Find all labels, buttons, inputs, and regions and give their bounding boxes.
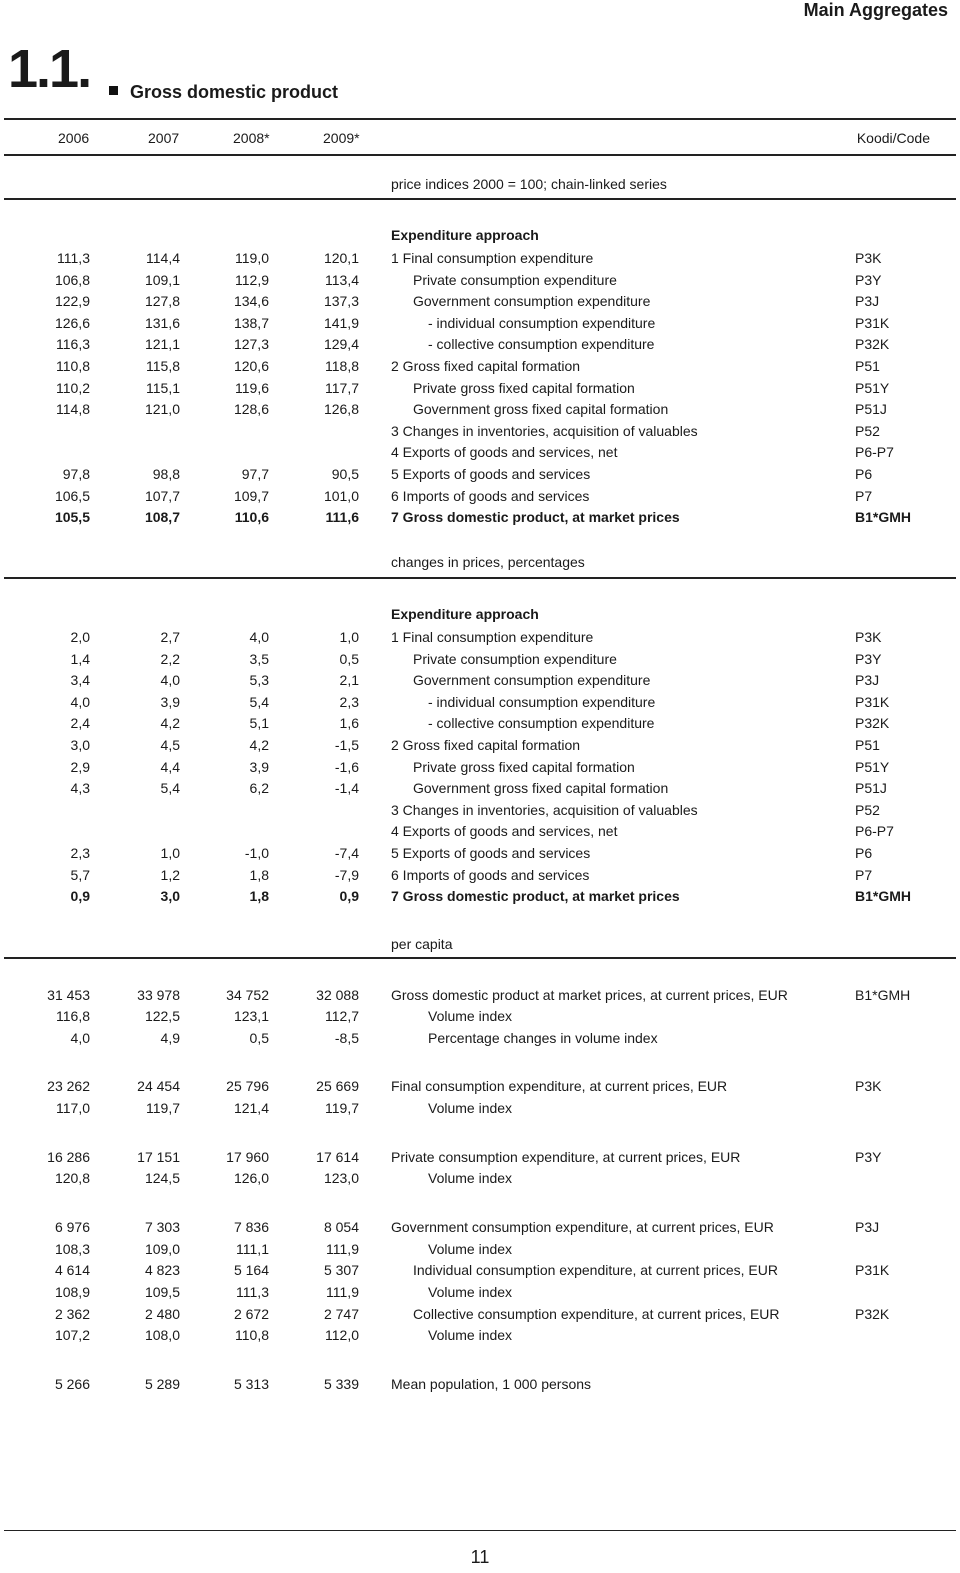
value-cell-2007: 122,5 (144, 1008, 180, 1024)
section-title: Gross domestic product (130, 82, 339, 102)
value-cell-2009: 123,0 (323, 1170, 359, 1186)
value-cell-2009: -7,9 (334, 867, 359, 883)
row-label: Volume index (428, 1284, 513, 1300)
value-cell-2008: 1,8 (249, 888, 269, 904)
row-code: B1*GMH (855, 888, 912, 904)
value-cell-2006: 4,0 (70, 1030, 90, 1046)
value-cell-2008: 111,3 (236, 1284, 269, 1300)
value-cell-2008: 6,2 (249, 780, 269, 796)
year-header-2008: 2008* (233, 130, 270, 146)
value-cell-2008: -1,0 (244, 845, 269, 861)
value-cell-2007: 7 303 (144, 1219, 180, 1235)
value-cell-2007: 109,1 (144, 272, 180, 288)
row-code: P32K (855, 1306, 890, 1322)
table-row (0, 886, 960, 907)
block2-heading: Expenditure approach (391, 606, 539, 622)
row-code: B1*GMH (855, 509, 912, 525)
value-cell-2006: 3,4 (70, 672, 90, 688)
table-row (0, 692, 960, 713)
value-cell-2006: 126,6 (54, 315, 90, 331)
table-row (0, 821, 960, 842)
row-code: P51J (855, 401, 887, 417)
code-header: Koodi/Code (856, 130, 930, 146)
row-code: P52 (855, 423, 880, 439)
table-row (0, 1260, 960, 1281)
table-row (0, 627, 960, 648)
row-code: P3K (855, 250, 882, 266)
row-code: P6 (855, 466, 873, 482)
rule-block1 (4, 198, 956, 200)
row-label: 1 Final consumption expenditure (391, 629, 594, 645)
value-cell-2009: 1,6 (339, 715, 359, 731)
value-cell-2006: 4,3 (70, 780, 90, 796)
value-cell-2006: 2,9 (70, 759, 90, 775)
row-label: - collective consumption expenditure (428, 336, 655, 352)
table-row (0, 248, 960, 269)
row-label: - collective consumption expenditure (428, 715, 655, 731)
value-cell-2007: 4,0 (160, 672, 180, 688)
table-row (0, 843, 960, 864)
table-row (0, 1098, 960, 1119)
value-cell-2009: 111,6 (325, 509, 359, 525)
row-label: - individual consumption expenditure (428, 694, 656, 710)
value-cell-2007: 4,2 (160, 715, 180, 731)
block2-caption: changes in prices, percentages (391, 554, 585, 570)
value-cell-2006: 120,8 (54, 1170, 90, 1186)
value-cell-2009: 101,0 (323, 488, 359, 504)
table-row (0, 1239, 960, 1260)
rule-bottom (4, 1530, 956, 1531)
row-label: 4 Exports of goods and services, net (391, 823, 618, 839)
value-cell-2006: 97,8 (62, 466, 90, 482)
row-label: Private consumption expenditure, at current prices, EUR (391, 1149, 741, 1165)
value-cell-2006: 108,3 (54, 1241, 90, 1257)
value-cell-2008: 112,9 (235, 272, 269, 288)
row-label: Mean population, 1 000 persons (391, 1376, 592, 1392)
value-cell-2006: 2 362 (54, 1306, 90, 1322)
value-cell-2006: 2,4 (70, 715, 90, 731)
table-row (0, 313, 960, 334)
table-row (0, 464, 960, 485)
table-row (0, 1217, 960, 1238)
value-cell-2007: 108,0 (144, 1327, 180, 1343)
year-header-2006: 2006 (58, 130, 90, 146)
table-row (0, 1282, 960, 1303)
value-cell-2007: 115,1 (146, 380, 180, 396)
row-label: 3 Changes in inventories, acquisition of valuables (391, 423, 698, 439)
row-code: P3Y (855, 1149, 882, 1165)
row-label: 5 Exports of goods and services (391, 466, 591, 482)
table-row (0, 378, 960, 399)
value-cell-2008: 5,1 (249, 715, 269, 731)
value-cell-2006: 23 262 (47, 1078, 90, 1094)
table-row (0, 713, 960, 734)
value-cell-2009: 118,8 (325, 358, 359, 374)
value-cell-2007: 17 151 (137, 1149, 180, 1165)
value-cell-2009: 120,1 (323, 250, 359, 266)
row-label: 5 Exports of goods and services (391, 845, 591, 861)
value-cell-2006: 16 286 (47, 1149, 90, 1165)
row-code: P51Y (855, 759, 890, 775)
value-cell-2009: 32 088 (316, 987, 359, 1003)
row-code: P3J (855, 1219, 880, 1235)
row-label: 1 Final consumption expenditure (391, 250, 594, 266)
value-cell-2009: 0,5 (339, 651, 359, 667)
value-cell-2009: 25 669 (316, 1078, 359, 1094)
row-label: Volume index (428, 1170, 513, 1186)
table-row (0, 1006, 960, 1027)
year-header-2009: 2009* (323, 130, 360, 146)
row-code: P31K (855, 1262, 890, 1278)
row-label: Volume index (428, 1008, 513, 1024)
value-cell-2006: 6 976 (54, 1219, 90, 1235)
value-cell-2008: 119,0 (235, 250, 269, 266)
row-label: Volume index (428, 1100, 513, 1116)
row-label: Private consumption expenditure (413, 272, 617, 288)
value-cell-2008: 138,7 (233, 315, 269, 331)
value-cell-2008: 5 164 (233, 1262, 269, 1278)
value-cell-2006: 31 453 (47, 987, 90, 1003)
value-cell-2009: 117,7 (325, 380, 359, 396)
value-cell-2008: 121,4 (233, 1100, 269, 1116)
row-code: P51J (855, 780, 887, 796)
value-cell-2007: 2 480 (144, 1306, 180, 1322)
value-cell-2006: 1,4 (70, 651, 90, 667)
section-number: 1.1. (8, 39, 91, 99)
table-row (0, 757, 960, 778)
value-cell-2006: 4,0 (70, 694, 90, 710)
row-code: P6 (855, 845, 873, 861)
row-label: Collective consumption expenditure, at current prices, EUR (413, 1306, 780, 1322)
value-cell-2008: 0,5 (249, 1030, 269, 1046)
value-cell-2006: 2,3 (70, 845, 90, 861)
year-header-2007: 2007 (148, 130, 180, 146)
table-row (0, 778, 960, 799)
value-cell-2006: 0,9 (70, 888, 90, 904)
value-cell-2006: 3,0 (70, 737, 90, 753)
value-cell-2007: 107,7 (144, 488, 180, 504)
row-label: Government gross fixed capital formation (413, 780, 669, 796)
table-row (0, 800, 960, 821)
row-label: Percentage changes in volume index (428, 1030, 658, 1046)
value-cell-2006: 110,8 (56, 358, 90, 374)
row-label: Government consumption expenditure (413, 293, 651, 309)
value-cell-2008: 34 752 (226, 987, 269, 1003)
value-cell-2009: 2 747 (323, 1306, 359, 1322)
table-row (0, 1325, 960, 1346)
table-row (0, 649, 960, 670)
main-aggregates-header: Main Aggregates (803, 0, 948, 20)
value-cell-2006: 114,8 (56, 401, 90, 417)
value-cell-2006: 108,9 (54, 1284, 90, 1300)
block1-heading: Expenditure approach (391, 227, 539, 243)
value-cell-2007: 5 289 (144, 1376, 180, 1392)
value-cell-2008: 2 672 (233, 1306, 269, 1322)
value-cell-2009: 90,5 (331, 466, 359, 482)
row-label: 2 Gross fixed capital formation (391, 737, 581, 753)
value-cell-2006: 117,0 (56, 1100, 90, 1116)
row-code: P3Y (855, 651, 882, 667)
value-cell-2006: 122,9 (54, 293, 90, 309)
value-cell-2007: 109,0 (144, 1241, 180, 1257)
value-cell-2008: 109,7 (233, 488, 269, 504)
table-row (0, 985, 960, 1006)
row-code: P3K (855, 629, 882, 645)
value-cell-2009: 5 307 (323, 1262, 359, 1278)
value-cell-2009: 119,7 (325, 1100, 359, 1116)
value-cell-2007: 2,7 (160, 629, 180, 645)
value-cell-2009: -1,6 (334, 759, 359, 775)
rule-under-header (4, 154, 956, 156)
value-cell-2006: 106,8 (54, 272, 90, 288)
row-label: 6 Imports of goods and services (391, 488, 590, 504)
row-code: B1*GMH (855, 987, 911, 1003)
value-cell-2007: 4,9 (160, 1030, 180, 1046)
table-row (0, 270, 960, 291)
value-cell-2008: 126,0 (233, 1170, 269, 1186)
value-cell-2009: -8,5 (334, 1030, 359, 1046)
row-code: P52 (855, 802, 880, 818)
table-row (0, 1304, 960, 1325)
value-cell-2008: 127,3 (233, 336, 269, 352)
value-cell-2007: 4 823 (144, 1262, 180, 1278)
rule-block3 (4, 957, 956, 959)
value-cell-2009: 111,9 (326, 1284, 359, 1300)
value-cell-2008: 111,1 (236, 1241, 269, 1257)
table-row (0, 865, 960, 886)
row-code: P32K (855, 715, 890, 731)
rule-top (4, 118, 956, 120)
row-label: Private gross fixed capital formation (413, 759, 635, 775)
row-code: P31K (855, 694, 890, 710)
value-cell-2009: 1,0 (339, 629, 359, 645)
value-cell-2007: 114,4 (146, 250, 180, 266)
row-label: Gross domestic product at market prices, at current prices, EUR (391, 987, 788, 1003)
value-cell-2009: -1,4 (334, 780, 359, 796)
row-label: 7 Gross domestic product, at market prices (391, 509, 680, 525)
row-label: Volume index (428, 1241, 513, 1257)
block3-caption: per capita (391, 936, 453, 952)
value-cell-2007: 127,8 (144, 293, 180, 309)
value-cell-2007: 1,2 (160, 867, 180, 883)
value-cell-2009: -7,4 (334, 845, 359, 861)
value-cell-2007: 98,8 (152, 466, 180, 482)
row-code: P7 (855, 867, 873, 883)
row-label: - individual consumption expenditure (428, 315, 656, 331)
row-label: Private gross fixed capital formation (413, 380, 635, 396)
value-cell-2008: 17 960 (226, 1149, 269, 1165)
row-label: Government consumption expenditure (413, 672, 651, 688)
value-cell-2008: 4,2 (249, 737, 269, 753)
table-row (0, 442, 960, 463)
row-code: P3K (855, 1078, 882, 1094)
row-code: P51Y (855, 380, 890, 396)
row-code: P51 (855, 737, 880, 753)
value-cell-2007: 124,5 (144, 1170, 180, 1186)
value-cell-2006: 116,3 (56, 336, 90, 352)
value-cell-2007: 109,5 (144, 1284, 180, 1300)
row-label: Individual consumption expenditure, at current prices, EUR (413, 1262, 778, 1278)
value-cell-2009: 112,0 (325, 1327, 359, 1343)
row-code: P51 (855, 358, 880, 374)
value-cell-2008: 3,9 (249, 759, 269, 775)
table-row (0, 486, 960, 507)
value-cell-2007: 1,0 (160, 845, 180, 861)
table-row (0, 1076, 960, 1097)
value-cell-2008: 123,1 (233, 1008, 269, 1024)
row-label: 4 Exports of goods and services, net (391, 444, 618, 460)
value-cell-2007: 121,0 (144, 401, 180, 417)
value-cell-2006: 4 614 (54, 1262, 90, 1278)
value-cell-2006: 5 266 (54, 1376, 90, 1392)
row-code: P3Y (855, 272, 882, 288)
row-label: 7 Gross domestic product, at market prices (391, 888, 680, 904)
table-row (0, 399, 960, 420)
value-cell-2007: 131,6 (144, 315, 180, 331)
value-cell-2007: 4,5 (160, 737, 180, 753)
row-label: Final consumption expenditure, at current prices, EUR (391, 1078, 728, 1094)
row-label: Government gross fixed capital formation (413, 401, 669, 417)
table-row (0, 1168, 960, 1189)
table-row (0, 291, 960, 312)
value-cell-2007: 5,4 (160, 780, 180, 796)
value-cell-2006: 106,5 (54, 488, 90, 504)
row-label: Government consumption expenditure, at current prices, EUR (391, 1219, 774, 1235)
table-row (0, 1028, 960, 1049)
row-label: 3 Changes in inventories, acquisition of valuables (391, 802, 698, 818)
value-cell-2007: 33 978 (137, 987, 180, 1003)
value-cell-2008: 97,7 (241, 466, 269, 482)
row-label: Private consumption expenditure (413, 651, 617, 667)
value-cell-2009: 0,9 (339, 888, 359, 904)
value-cell-2009: 2,3 (339, 694, 359, 710)
table-row (0, 1147, 960, 1168)
block1-caption: price indices 2000 = 100; chain-linked series (391, 176, 667, 192)
row-label: 6 Imports of goods and services (391, 867, 590, 883)
value-cell-2006: 5,7 (70, 867, 90, 883)
value-cell-2009: -1,5 (334, 737, 359, 753)
value-cell-2008: 110,8 (235, 1327, 269, 1343)
row-label: 2 Gross fixed capital formation (391, 358, 581, 374)
value-cell-2006: 107,2 (54, 1327, 90, 1343)
value-cell-2009: 2,1 (339, 672, 359, 688)
value-cell-2009: 113,4 (325, 272, 359, 288)
row-code: P6-P7 (855, 823, 894, 839)
value-cell-2007: 3,0 (160, 888, 180, 904)
row-code: P31K (855, 315, 890, 331)
table-row (0, 356, 960, 377)
table-row (0, 1374, 960, 1395)
value-cell-2009: 137,3 (323, 293, 359, 309)
row-code: P3J (855, 293, 880, 309)
value-cell-2007: 108,7 (144, 509, 180, 525)
row-code: P7 (855, 488, 873, 504)
value-cell-2008: 25 796 (226, 1078, 269, 1094)
value-cell-2008: 4,0 (249, 629, 269, 645)
value-cell-2009: 17 614 (316, 1149, 359, 1165)
table-row (0, 421, 960, 442)
value-cell-2006: 116,8 (56, 1008, 90, 1024)
value-cell-2008: 7 836 (233, 1219, 269, 1235)
row-code: P6-P7 (855, 444, 894, 460)
rule-block2 (4, 577, 956, 579)
table-row (0, 507, 960, 528)
value-cell-2008: 128,6 (233, 401, 269, 417)
row-code: P32K (855, 336, 890, 352)
value-cell-2008: 120,6 (233, 358, 269, 374)
row-label: Volume index (428, 1327, 513, 1343)
page-number: 11 (470, 1547, 490, 1567)
value-cell-2007: 24 454 (137, 1078, 180, 1094)
table-row (0, 670, 960, 691)
value-cell-2006: 111,3 (57, 250, 90, 266)
value-cell-2009: 8 054 (323, 1219, 359, 1235)
value-cell-2008: 1,8 (249, 867, 269, 883)
value-cell-2007: 3,9 (160, 694, 180, 710)
value-cell-2006: 105,5 (54, 509, 90, 525)
value-cell-2006: 110,2 (56, 380, 90, 396)
value-cell-2009: 111,9 (326, 1241, 359, 1257)
value-cell-2007: 121,1 (144, 336, 180, 352)
value-cell-2008: 3,5 (249, 651, 269, 667)
value-cell-2009: 126,8 (323, 401, 359, 417)
value-cell-2008: 119,6 (235, 380, 269, 396)
value-cell-2007: 4,4 (160, 759, 180, 775)
value-cell-2009: 5 339 (323, 1376, 359, 1392)
value-cell-2008: 5 313 (233, 1376, 269, 1392)
value-cell-2008: 134,6 (233, 293, 269, 309)
value-cell-2009: 129,4 (323, 336, 359, 352)
table-row (0, 735, 960, 756)
value-cell-2007: 119,7 (146, 1100, 180, 1116)
row-code: P3J (855, 672, 880, 688)
value-cell-2007: 115,8 (146, 358, 180, 374)
value-cell-2009: 112,7 (325, 1008, 359, 1024)
section-bullet (109, 86, 118, 95)
value-cell-2008: 110,6 (234, 509, 269, 525)
value-cell-2007: 2,2 (160, 651, 180, 667)
value-cell-2008: 5,4 (249, 694, 269, 710)
value-cell-2008: 5,3 (249, 672, 269, 688)
table-row (0, 334, 960, 355)
value-cell-2009: 141,9 (323, 315, 359, 331)
value-cell-2006: 2,0 (70, 629, 90, 645)
